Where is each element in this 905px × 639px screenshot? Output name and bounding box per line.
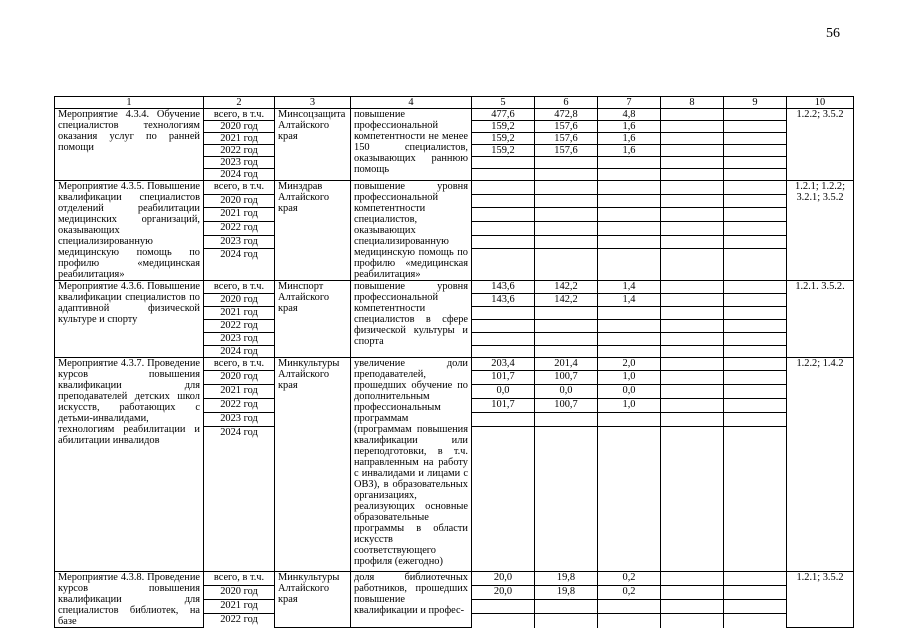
empty-cell	[661, 208, 724, 222]
year-cell: 2024 год	[204, 346, 275, 358]
indicator-codes-cell: 1.2.2; 1.4.2	[787, 358, 854, 572]
empty-cell	[724, 399, 787, 413]
year-cell: 2022 год	[204, 145, 275, 157]
amount-cell	[472, 208, 535, 222]
year-cell: 2024 год	[204, 169, 275, 181]
year-cell: 2024 год	[204, 427, 275, 572]
amount-cell	[472, 600, 535, 614]
amount-cell	[598, 427, 661, 572]
amount-cell: 1,6	[598, 121, 661, 133]
empty-cell	[724, 358, 787, 371]
indicator-codes-cell: 1.2.1. 3.5.2.	[787, 281, 854, 358]
amount-cell: 143,6	[472, 281, 535, 294]
year-cell: 2021 год	[204, 385, 275, 399]
amount-cell	[535, 413, 598, 427]
amount-cell	[472, 346, 535, 358]
amount-cell: 142,2	[535, 281, 598, 294]
column-header: 8	[661, 97, 724, 109]
empty-cell	[724, 307, 787, 320]
empty-cell	[661, 222, 724, 236]
amount-cell	[472, 320, 535, 333]
amount-cell: 159,2	[472, 133, 535, 145]
amount-cell	[598, 208, 661, 222]
empty-cell	[724, 371, 787, 385]
amount-cell: 1,0	[598, 399, 661, 413]
amount-cell: 0,0	[598, 385, 661, 399]
empty-cell	[724, 294, 787, 307]
empty-cell	[724, 169, 787, 181]
year-cell: всего, в т.ч.	[204, 181, 275, 195]
amount-cell	[472, 427, 535, 572]
empty-cell	[724, 427, 787, 572]
amount-cell: 20,0	[472, 586, 535, 600]
empty-cell	[661, 169, 724, 181]
year-cell: всего, в т.ч.	[204, 358, 275, 371]
year-cell: 2021 год	[204, 208, 275, 222]
performer-cell: Минсоцзащита Алтайского края	[275, 109, 351, 181]
year-cell: 2022 год	[204, 399, 275, 413]
amount-cell	[472, 413, 535, 427]
empty-cell	[661, 614, 724, 628]
empty-cell	[724, 333, 787, 346]
amount-cell	[472, 614, 535, 628]
empty-cell	[661, 281, 724, 294]
result-cell: повышение профессиональной компетентности не менее 150 специалистов, оказывающих раннюю помощь	[351, 109, 472, 181]
amount-cell: 19,8	[535, 572, 598, 586]
result-cell: увеличение доли преподавателей, прошедших обучение по дополнительным профессиональным программам (программам повышения квалификации или переподготовки, в т.ч. направленным на работу с инвалидами и лицами с ОВЗ), в образовательных организациях, реализующих основные образовательные программы в области искусств соответствующего профиля (ежегодно)	[351, 358, 472, 572]
column-header: 5	[472, 97, 535, 109]
amount-cell	[535, 235, 598, 249]
year-cell: 2020 год	[204, 121, 275, 133]
result-cell: повышение уровня профессиональной компетентности специалистов в сфере физической культуры и спорта	[351, 281, 472, 358]
amount-cell: 0,0	[535, 385, 598, 399]
indicator-codes-cell: 1.2.1; 3.5.2	[787, 572, 854, 628]
result-cell: доля библиотечных работников, прошедших повышение квалификации и профес-	[351, 572, 472, 628]
amount-cell: 159,2	[472, 121, 535, 133]
amount-cell	[598, 600, 661, 614]
activity-cell: Мероприятие 4.3.6. Повышение квалификации специалистов по адаптивной физической культуре и спорту	[55, 281, 204, 358]
year-cell: 2023 год	[204, 157, 275, 169]
empty-cell	[661, 133, 724, 145]
amount-cell	[472, 249, 535, 281]
year-cell: 2023 год	[204, 333, 275, 346]
year-cell: всего, в т.ч.	[204, 109, 275, 121]
amount-cell	[535, 157, 598, 169]
amount-cell	[598, 249, 661, 281]
amount-cell	[598, 222, 661, 236]
empty-cell	[661, 320, 724, 333]
amount-cell	[535, 320, 598, 333]
amount-cell	[535, 169, 598, 181]
column-header: 10	[787, 97, 854, 109]
empty-cell	[661, 145, 724, 157]
empty-cell	[724, 109, 787, 121]
empty-cell	[724, 145, 787, 157]
empty-cell	[724, 586, 787, 600]
year-cell: 2020 год	[204, 294, 275, 307]
empty-cell	[661, 307, 724, 320]
column-header: 4	[351, 97, 472, 109]
empty-cell	[661, 333, 724, 346]
amount-cell: 19,8	[535, 586, 598, 600]
amount-cell	[598, 194, 661, 208]
amount-cell: 1,4	[598, 281, 661, 294]
empty-cell	[724, 249, 787, 281]
amount-cell	[535, 346, 598, 358]
empty-cell	[661, 399, 724, 413]
amount-cell: 100,7	[535, 371, 598, 385]
year-cell: 2022 год	[204, 320, 275, 333]
activity-cell: Мероприятие 4.3.8. Проведение курсов повышения квалификации для специалистов библиотек, на базе	[55, 572, 204, 628]
table-row	[55, 181, 854, 195]
empty-cell	[661, 109, 724, 121]
amount-cell: 101,7	[472, 371, 535, 385]
amount-cell	[535, 208, 598, 222]
amount-cell: 2,0	[598, 358, 661, 371]
empty-cell	[724, 157, 787, 169]
empty-cell	[724, 346, 787, 358]
empty-cell	[724, 208, 787, 222]
empty-cell	[724, 133, 787, 145]
empty-cell	[724, 614, 787, 628]
amount-cell	[598, 235, 661, 249]
empty-cell	[661, 235, 724, 249]
amount-cell	[472, 235, 535, 249]
year-cell: 2020 год	[204, 371, 275, 385]
empty-cell	[724, 121, 787, 133]
year-cell: 2020 год	[204, 586, 275, 600]
header-row	[55, 97, 854, 109]
column-header: 2	[204, 97, 275, 109]
table-row	[55, 358, 854, 371]
empty-cell	[661, 385, 724, 399]
amount-cell	[598, 413, 661, 427]
amount-cell: 159,2	[472, 145, 535, 157]
amount-cell	[598, 346, 661, 358]
indicator-codes-cell: 1.2.2; 3.5.2	[787, 109, 854, 181]
empty-cell	[661, 358, 724, 371]
amount-cell: 0,2	[598, 572, 661, 586]
activity-cell: Мероприятие 4.3.7. Проведение курсов повышения квалификации для преподавателей детских школ искусств, работающих с детьми-инвалидами, технологиям реабилитации и абилитации инвалидов	[55, 358, 204, 572]
performer-cell: Минздрав Алтайского края	[275, 181, 351, 281]
amount-cell	[535, 614, 598, 628]
empty-cell	[661, 413, 724, 427]
amount-cell: 201,4	[535, 358, 598, 371]
amount-cell	[472, 222, 535, 236]
amount-cell	[535, 194, 598, 208]
table-row	[55, 109, 854, 121]
amount-cell	[472, 194, 535, 208]
table-row	[55, 281, 854, 294]
empty-cell	[661, 181, 724, 195]
amount-cell	[472, 169, 535, 181]
amount-cell	[535, 181, 598, 195]
year-cell: всего, в т.ч.	[204, 572, 275, 586]
amount-cell	[535, 307, 598, 320]
amount-cell	[472, 307, 535, 320]
empty-cell	[661, 294, 724, 307]
performer-cell: Минкультуры Алтайского края	[275, 572, 351, 628]
activity-cell: Мероприятие 4.3.4. Обучение специалистов технологиям оказания услуг по ранней помощи	[55, 109, 204, 181]
amount-cell: 1,6	[598, 133, 661, 145]
year-cell: 2023 год	[204, 413, 275, 427]
amount-cell	[598, 614, 661, 628]
year-cell: 2021 год	[204, 307, 275, 320]
empty-cell	[661, 586, 724, 600]
year-cell: 2021 год	[204, 133, 275, 145]
amount-cell	[535, 600, 598, 614]
amount-cell: 157,6	[535, 121, 598, 133]
result-cell: повышение уровня профессиональной компетентности специалистов, оказывающих специализированную медицинскую помощь по профилю «медицинская реабилитация»	[351, 181, 472, 281]
amount-cell	[535, 427, 598, 572]
empty-cell	[661, 346, 724, 358]
amount-cell: 1,6	[598, 145, 661, 157]
amount-cell	[598, 157, 661, 169]
amount-cell: 4,8	[598, 109, 661, 121]
amount-cell	[472, 333, 535, 346]
amount-cell	[598, 307, 661, 320]
performer-cell: Минспорт Алтайского края	[275, 281, 351, 358]
page-number: 56	[826, 26, 840, 41]
amount-cell	[535, 333, 598, 346]
empty-cell	[724, 281, 787, 294]
empty-cell	[724, 413, 787, 427]
year-cell: 2023 год	[204, 235, 275, 249]
amount-cell	[535, 222, 598, 236]
amount-cell: 100,7	[535, 399, 598, 413]
amount-cell	[598, 320, 661, 333]
empty-cell	[661, 121, 724, 133]
indicator-codes-cell: 1.2.1; 1.2.2; 3.2.1; 3.5.2	[787, 181, 854, 281]
column-header: 9	[724, 97, 787, 109]
empty-cell	[724, 194, 787, 208]
amount-cell: 203,4	[472, 358, 535, 371]
amount-cell: 1,4	[598, 294, 661, 307]
empty-cell	[661, 194, 724, 208]
amount-cell: 157,6	[535, 133, 598, 145]
column-header: 6	[535, 97, 598, 109]
performer-cell: Минкультуры Алтайского края	[275, 358, 351, 572]
year-cell: 2022 год	[204, 614, 275, 628]
amount-cell: 0,0	[472, 385, 535, 399]
amount-cell	[535, 249, 598, 281]
amount-cell: 143,6	[472, 294, 535, 307]
column-header: 1	[55, 97, 204, 109]
empty-cell	[724, 600, 787, 614]
amount-cell	[598, 169, 661, 181]
empty-cell	[724, 320, 787, 333]
amount-cell: 0,2	[598, 586, 661, 600]
column-header: 7	[598, 97, 661, 109]
amount-cell: 20,0	[472, 572, 535, 586]
amount-cell: 101,7	[472, 399, 535, 413]
activity-cell: Мероприятие 4.3.5. Повышение квалификации специалистов отделений реабилитации медицинских организаций, оказывающих специализированную медицинскую помощь по профилю «медицинская реабилитация»	[55, 181, 204, 281]
amount-cell: 1,0	[598, 371, 661, 385]
year-cell: 2021 год	[204, 600, 275, 614]
empty-cell	[661, 249, 724, 281]
empty-cell	[724, 235, 787, 249]
year-cell: 2020 год	[204, 194, 275, 208]
empty-cell	[661, 572, 724, 586]
column-header: 3	[275, 97, 351, 109]
empty-cell	[724, 222, 787, 236]
amount-cell	[598, 333, 661, 346]
empty-cell	[661, 600, 724, 614]
empty-cell	[724, 385, 787, 399]
program-table	[54, 96, 854, 628]
amount-cell: 472,8	[535, 109, 598, 121]
empty-cell	[661, 371, 724, 385]
year-cell: 2022 год	[204, 222, 275, 236]
empty-cell	[661, 427, 724, 572]
amount-cell: 477,6	[472, 109, 535, 121]
empty-cell	[724, 181, 787, 195]
amount-cell	[472, 181, 535, 195]
empty-cell	[724, 572, 787, 586]
amount-cell	[598, 181, 661, 195]
year-cell: 2024 год	[204, 249, 275, 281]
amount-cell: 157,6	[535, 145, 598, 157]
table-row	[55, 572, 854, 586]
empty-cell	[661, 157, 724, 169]
amount-cell: 142,2	[535, 294, 598, 307]
amount-cell	[472, 157, 535, 169]
year-cell: всего, в т.ч.	[204, 281, 275, 294]
